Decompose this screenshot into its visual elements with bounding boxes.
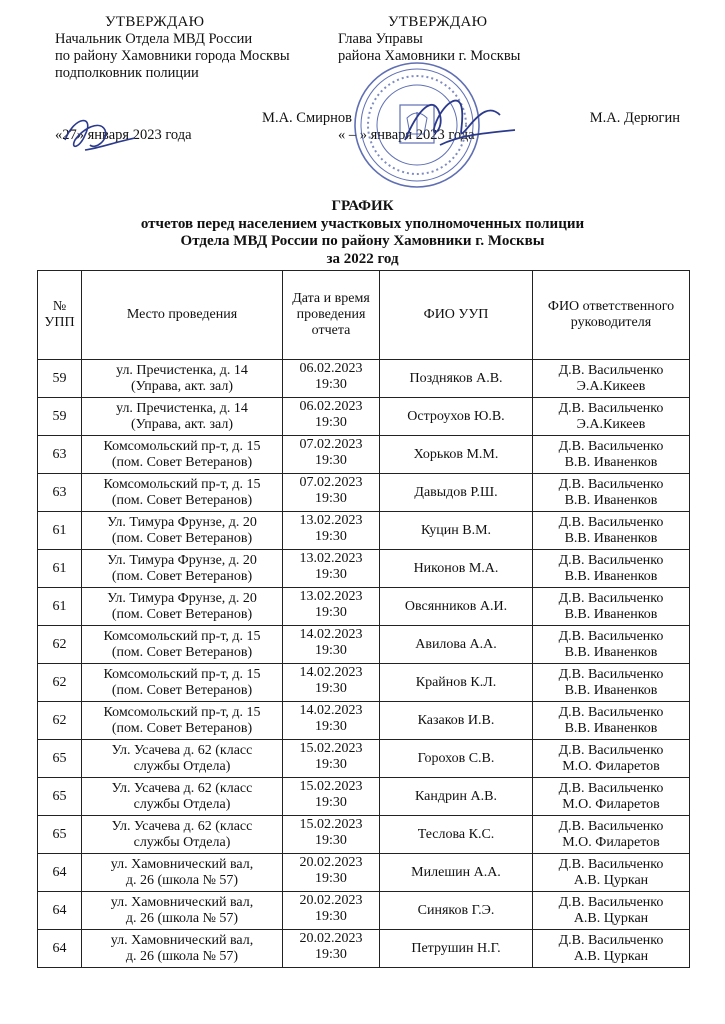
upp-number: 61 <box>52 560 67 576</box>
responsible-line-2: В.В. Иваненков <box>564 454 658 470</box>
upp-number: 65 <box>52 750 67 766</box>
responsible-line-2: А.В. Цуркан <box>573 910 649 926</box>
cell-upp <box>38 930 82 968</box>
place-line-1: Ул. Усачева д. 62 (класс <box>111 780 253 796</box>
cell-upp <box>38 550 82 588</box>
cell-upp <box>38 360 82 398</box>
report-time: 19:30 <box>315 491 347 506</box>
cell-datetime <box>283 930 380 968</box>
responsible-line-2: В.В. Иваненков <box>564 606 658 622</box>
report-date: 14.02.2023 <box>299 627 363 642</box>
cell-responsible <box>533 892 690 930</box>
upp-number: 62 <box>52 674 67 690</box>
table-row <box>38 512 690 550</box>
cell-uup <box>380 778 533 816</box>
table-row <box>38 626 690 664</box>
report-time: 19:30 <box>315 567 347 582</box>
cell-uup <box>380 512 533 550</box>
upp-number: 64 <box>52 902 67 918</box>
place-line-1: ул. Хамовнический вал, <box>110 856 254 872</box>
responsible-line-2: А.В. Цуркан <box>573 872 649 888</box>
responsible-line-1: Д.В. Васильченко <box>558 362 664 378</box>
table-row <box>38 398 690 436</box>
cell-place <box>82 702 283 740</box>
table-row <box>38 854 690 892</box>
signature-left-icon <box>55 110 145 160</box>
cell-responsible <box>533 474 690 512</box>
cell-place <box>82 930 283 968</box>
table-row <box>38 702 690 740</box>
uup-name: Давыдов Р.Ш. <box>414 484 498 500</box>
responsible-line-2: М.О. Филаретов <box>562 758 660 774</box>
cell-upp <box>38 778 82 816</box>
upp-number: 59 <box>52 370 67 386</box>
cell-uup <box>380 398 533 436</box>
cell-uup <box>380 854 533 892</box>
place-line-1: ул. Пречистенка, д. 14 <box>116 400 248 416</box>
approval-left-line1: Начальник Отдела МВД России <box>55 31 253 47</box>
report-date: 06.02.2023 <box>299 399 363 414</box>
approval-right-heading: УТВЕРЖДАЮ <box>388 14 488 30</box>
cell-uup <box>380 360 533 398</box>
place-line-1: Ул. Тимура Фрунзе, д. 20 <box>107 590 257 606</box>
report-date: 13.02.2023 <box>299 589 363 604</box>
table-row <box>38 550 690 588</box>
cell-uup <box>380 816 533 854</box>
cell-place <box>82 626 283 664</box>
upp-number: 63 <box>52 484 67 500</box>
uup-name: Петрушин Н.Г. <box>411 940 501 956</box>
report-time: 19:30 <box>315 833 347 848</box>
place-line-2: службы Отдела) <box>133 796 231 812</box>
cell-place <box>82 436 283 474</box>
header-uup: ФИО УУП <box>380 271 533 360</box>
cell-responsible <box>533 626 690 664</box>
report-time: 19:30 <box>315 947 347 962</box>
report-time: 19:30 <box>315 681 347 696</box>
responsible-line-2: В.В. Иваненков <box>564 568 658 584</box>
responsible-line-1: Д.В. Васильченко <box>558 628 664 644</box>
place-line-1: Комсомольский пр-т, д. 15 <box>103 704 261 720</box>
cell-datetime <box>283 626 380 664</box>
cell-place <box>82 778 283 816</box>
responsible-line-2: Э.А.Кикеев <box>576 416 646 432</box>
cell-place <box>82 398 283 436</box>
report-time: 19:30 <box>315 529 347 544</box>
cell-datetime <box>283 740 380 778</box>
header-place: Место проведения <box>82 271 283 360</box>
upp-number: 61 <box>52 598 67 614</box>
cell-uup <box>380 550 533 588</box>
approval-left-date: «27» января 2023 года <box>55 127 192 143</box>
responsible-line-1: Д.В. Васильченко <box>558 704 664 720</box>
upp-number: 64 <box>52 940 67 956</box>
report-date: 13.02.2023 <box>299 513 363 528</box>
place-line-1: Ул. Усачева д. 62 (класс <box>111 742 253 758</box>
place-line-2: службы Отдела) <box>133 758 231 774</box>
cell-uup <box>380 702 533 740</box>
uup-name: Остроухов Ю.В. <box>407 408 505 424</box>
cell-upp <box>38 626 82 664</box>
upp-number: 62 <box>52 712 67 728</box>
cell-upp <box>38 816 82 854</box>
approval-right-name: М.А. Дерюгин <box>589 110 680 126</box>
cell-datetime <box>283 588 380 626</box>
approval-left-heading: УТВЕРЖДАЮ <box>105 14 205 30</box>
cell-uup <box>380 588 533 626</box>
cell-uup <box>380 664 533 702</box>
report-time: 19:30 <box>315 795 347 810</box>
cell-upp <box>38 436 82 474</box>
uup-name: Овсянников А.И. <box>404 598 508 614</box>
report-date: 20.02.2023 <box>299 855 363 870</box>
responsible-line-1: Д.В. Васильченко <box>558 666 664 682</box>
upp-number: 62 <box>52 636 67 652</box>
place-line-1: Комсомольский пр-т, д. 15 <box>103 666 261 682</box>
responsible-line-2: М.О. Филаретов <box>562 834 660 850</box>
report-date: 13.02.2023 <box>299 551 363 566</box>
table-row <box>38 740 690 778</box>
place-line-2: (пом. Совет Ветеранов) <box>111 492 253 508</box>
cell-upp <box>38 512 82 550</box>
report-date: 06.02.2023 <box>299 361 363 376</box>
cell-upp <box>38 588 82 626</box>
responsible-line-1: Д.В. Васильченко <box>558 590 664 606</box>
place-line-1: ул. Пречистенка, д. 14 <box>116 362 248 378</box>
cell-responsible <box>533 436 690 474</box>
uup-name: Милешин А.А. <box>411 864 501 880</box>
responsible-line-1: Д.В. Васильченко <box>558 552 664 568</box>
responsible-line-2: В.В. Иваненков <box>564 720 658 736</box>
approval-right-date: « – » января 2023 года <box>338 127 475 143</box>
table-row <box>38 474 690 512</box>
responsible-line-1: Д.В. Васильченко <box>558 476 664 492</box>
responsible-line-1: Д.В. Васильченко <box>558 400 664 416</box>
responsible-line-1: Д.В. Васильченко <box>558 742 664 758</box>
table-row <box>38 664 690 702</box>
place-line-2: д. 26 (школа № 57) <box>125 910 239 926</box>
uup-name: Поздняков А.В. <box>409 370 503 386</box>
cell-uup <box>380 626 533 664</box>
place-line-2: (пом. Совет Ветеранов) <box>111 530 253 546</box>
cell-upp <box>38 740 82 778</box>
cell-place <box>82 892 283 930</box>
cell-place <box>82 740 283 778</box>
cell-datetime <box>283 550 380 588</box>
responsible-line-2: В.В. Иваненков <box>564 644 658 660</box>
upp-number: 59 <box>52 408 67 424</box>
cell-place <box>82 588 283 626</box>
report-time: 19:30 <box>315 605 347 620</box>
title-line-2: отчетов перед населением участковых уполномоченных полиции <box>140 215 585 232</box>
responsible-line-1: Д.В. Васильченко <box>558 818 664 834</box>
upp-number: 64 <box>52 864 67 880</box>
report-date: 20.02.2023 <box>299 893 363 908</box>
cell-uup <box>380 436 533 474</box>
place-line-1: Ул. Тимура Фрунзе, д. 20 <box>107 552 257 568</box>
cell-place <box>82 550 283 588</box>
title-line-3: Отдела МВД России по району Хамовники г. Москвы <box>180 233 545 249</box>
cell-uup <box>380 474 533 512</box>
responsible-line-1: Д.В. Васильченко <box>558 932 664 948</box>
table-row <box>38 436 690 474</box>
cell-datetime <box>283 436 380 474</box>
header-datetime: Дата и время проведения отчета <box>283 271 380 360</box>
report-date: 15.02.2023 <box>299 779 363 794</box>
place-line-1: Ул. Усачева д. 62 (класс <box>111 818 253 834</box>
cell-uup <box>380 930 533 968</box>
uup-name: Никонов М.А. <box>413 560 499 576</box>
title-line-1: ГРАФИК <box>331 198 394 214</box>
cell-upp <box>38 474 82 512</box>
cell-responsible <box>533 360 690 398</box>
responsible-line-1: Д.В. Васильченко <box>558 894 664 910</box>
cell-datetime <box>283 398 380 436</box>
uup-name: Теслова К.С. <box>417 826 495 842</box>
cell-upp <box>38 892 82 930</box>
table-row <box>38 816 690 854</box>
table-row <box>38 588 690 626</box>
report-date: 14.02.2023 <box>299 665 363 680</box>
table-row <box>38 360 690 398</box>
table-row <box>38 930 690 968</box>
report-date: 07.02.2023 <box>299 475 363 490</box>
cell-datetime <box>283 892 380 930</box>
place-line-2: (пом. Совет Ветеранов) <box>111 644 253 660</box>
place-line-2: д. 26 (школа № 57) <box>125 948 239 964</box>
cell-place <box>82 664 283 702</box>
report-time: 19:30 <box>315 377 347 392</box>
upp-number: 65 <box>52 826 67 842</box>
cell-upp <box>38 398 82 436</box>
place-line-1: Комсомольский пр-т, д. 15 <box>103 476 261 492</box>
cell-place <box>82 360 283 398</box>
approval-left-name: М.А. Смирнов <box>262 110 352 126</box>
cell-datetime <box>283 854 380 892</box>
approval-left-line2: по району Хамовники города Москвы <box>55 48 290 64</box>
uup-name: Казаков И.В. <box>417 712 495 728</box>
table-row <box>38 892 690 930</box>
approval-left-line3: подполковник полиции <box>55 65 199 81</box>
uup-name: Кандрин А.В. <box>415 788 497 804</box>
report-time: 19:30 <box>315 453 347 468</box>
cell-datetime <box>283 512 380 550</box>
cell-place <box>82 816 283 854</box>
cell-uup <box>380 740 533 778</box>
report-date: 15.02.2023 <box>299 817 363 832</box>
schedule-table <box>37 270 690 968</box>
cell-responsible <box>533 854 690 892</box>
cell-responsible <box>533 740 690 778</box>
cell-responsible <box>533 816 690 854</box>
responsible-line-1: Д.В. Васильченко <box>558 438 664 454</box>
approval-right-line2: района Хамовники г. Москвы <box>338 48 521 64</box>
place-line-2: (пом. Совет Ветеранов) <box>111 568 253 584</box>
cell-responsible <box>533 702 690 740</box>
cell-responsible <box>533 512 690 550</box>
report-time: 19:30 <box>315 757 347 772</box>
place-line-1: Комсомольский пр-т, д. 15 <box>103 438 261 454</box>
place-line-2: (пом. Совет Ветеранов) <box>111 720 253 736</box>
cell-datetime <box>283 664 380 702</box>
cell-responsible <box>533 398 690 436</box>
place-line-2: (пом. Совет Ветеранов) <box>111 606 253 622</box>
responsible-line-2: В.В. Иваненков <box>564 492 658 508</box>
cell-upp <box>38 702 82 740</box>
place-line-2: (пом. Совет Ветеранов) <box>111 454 253 470</box>
uup-name: Авилова А.А. <box>415 636 497 652</box>
responsible-line-2: В.В. Иваненков <box>564 682 658 698</box>
report-date: 07.02.2023 <box>299 437 363 452</box>
signature-right-icon <box>400 85 520 155</box>
header-upp: № УПП <box>38 271 82 360</box>
cell-uup <box>380 892 533 930</box>
report-time: 19:30 <box>315 643 347 658</box>
title-line-4: за 2022 год <box>326 250 399 267</box>
uup-name: Горохов С.В. <box>417 750 495 766</box>
cell-datetime <box>283 360 380 398</box>
cell-datetime <box>283 816 380 854</box>
cell-upp <box>38 664 82 702</box>
approval-right-line1: Глава Управы <box>338 31 423 47</box>
responsible-line-1: Д.В. Васильченко <box>558 856 664 872</box>
report-date: 20.02.2023 <box>299 931 363 946</box>
cell-responsible <box>533 930 690 968</box>
cell-datetime <box>283 474 380 512</box>
cell-place <box>82 854 283 892</box>
cell-responsible <box>533 550 690 588</box>
responsible-line-1: Д.В. Васильченко <box>558 514 664 530</box>
place-line-2: (пом. Совет Ветеранов) <box>111 682 253 698</box>
cell-place <box>82 512 283 550</box>
upp-number: 65 <box>52 788 67 804</box>
cell-responsible <box>533 664 690 702</box>
cell-responsible <box>533 778 690 816</box>
cell-place <box>82 474 283 512</box>
report-date: 14.02.2023 <box>299 703 363 718</box>
header-responsible: ФИО ответственного руководителя <box>533 271 690 360</box>
table-header-row <box>38 271 690 360</box>
document-title <box>0 198 725 268</box>
cell-datetime <box>283 778 380 816</box>
table-row <box>38 778 690 816</box>
place-line-1: ул. Хамовнический вал, <box>110 894 254 910</box>
uup-name: Крайнов К.Л. <box>415 674 497 690</box>
cell-datetime <box>283 702 380 740</box>
report-time: 19:30 <box>315 719 347 734</box>
place-line-2: (Управа, акт. зал) <box>130 416 234 432</box>
upp-number: 63 <box>52 446 67 462</box>
place-line-1: ул. Хамовнический вал, <box>110 932 254 948</box>
cell-upp <box>38 854 82 892</box>
place-line-2: (Управа, акт. зал) <box>130 378 234 394</box>
report-time: 19:30 <box>315 871 347 886</box>
place-line-1: Комсомольский пр-т, д. 15 <box>103 628 261 644</box>
responsible-line-2: В.В. Иваненков <box>564 530 658 546</box>
responsible-line-2: М.О. Филаретов <box>562 796 660 812</box>
place-line-2: д. 26 (школа № 57) <box>125 872 239 888</box>
place-line-2: службы Отдела) <box>133 834 231 850</box>
cell-responsible <box>533 588 690 626</box>
place-line-1: Ул. Тимура Фрунзе, д. 20 <box>107 514 257 530</box>
report-time: 19:30 <box>315 415 347 430</box>
upp-number: 61 <box>52 522 67 538</box>
uup-name: Куцин В.М. <box>420 522 492 538</box>
uup-name: Синяков Г.Э. <box>417 902 495 918</box>
report-date: 15.02.2023 <box>299 741 363 756</box>
uup-name: Хорьков М.М. <box>413 446 499 462</box>
responsible-line-1: Д.В. Васильченко <box>558 780 664 796</box>
report-time: 19:30 <box>315 909 347 924</box>
responsible-line-2: А.В. Цуркан <box>573 948 649 964</box>
responsible-line-2: Э.А.Кикеев <box>576 378 646 394</box>
